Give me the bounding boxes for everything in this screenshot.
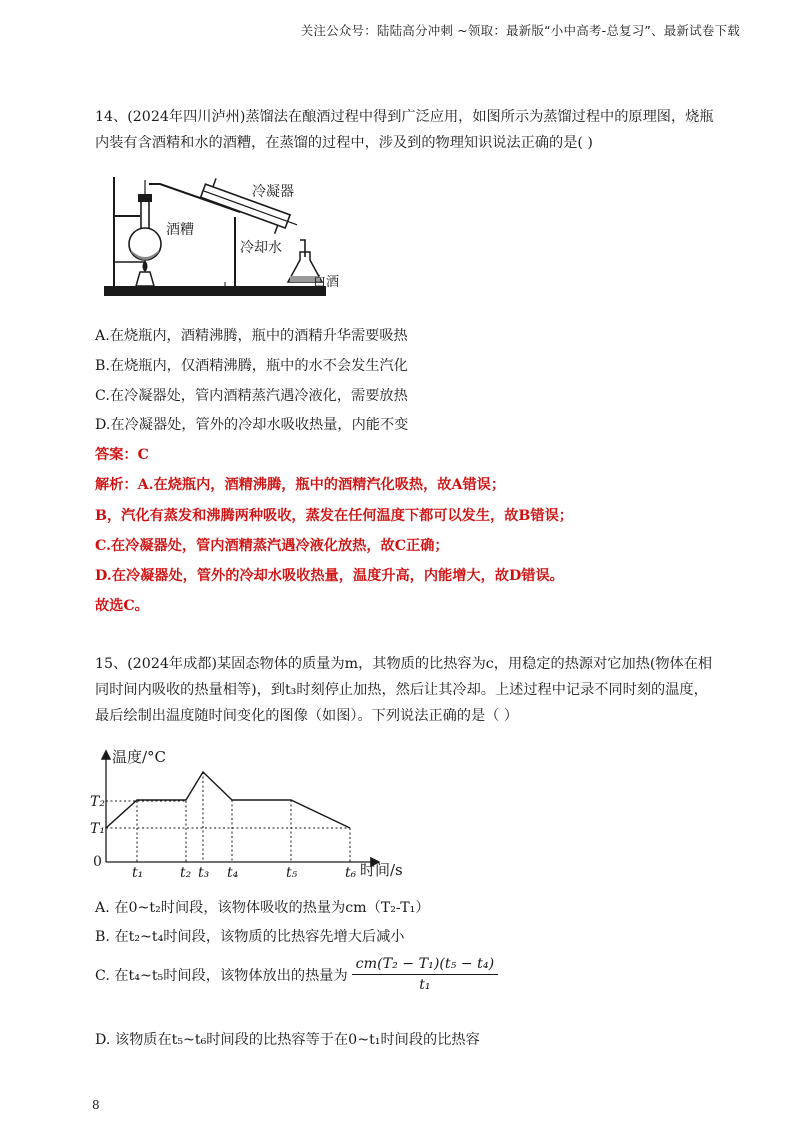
- page-header: 关注公众号：陆陆高分冲刺 ~领取：最新版“小中高考-总复习”、最新试卷下载: [300, 23, 740, 38]
- x-tick-t1: t₁: [132, 865, 144, 881]
- y-tick-t2: T₂: [90, 794, 105, 810]
- q14-analysis-line-3: C.在冷凝器处，管内酒精蒸汽遇冷液化放热，故C正确；: [95, 538, 449, 554]
- q14-option-a: A.在烧瓶内，酒精沸腾，瓶中的酒精升华需要吸热: [95, 328, 408, 344]
- question-14-stem: 14、(2024年四川泸州)蒸馏法在酿酒过程中得到广泛应用，如图所示为蒸馏过程中的原理图，烧瓶内装有含酒精和水的酒糟，在蒸馏的过程中，涉及到的物理知识说法正确的是( ): [95, 109, 714, 151]
- x-tick-t3: t₃: [198, 865, 210, 881]
- x-tick-t2: t₂: [180, 865, 192, 881]
- temperature-curve: [106, 772, 350, 828]
- q14-analysis-line-2: B，汽化有蒸发和沸腾两种吸收，蒸发在任何温度下都可以发生，故B错误；: [95, 508, 573, 524]
- q15-option-d: D. 该物质在t₅~t₆时间段的比热容等于在0~t₁时间段的比热容: [95, 1032, 480, 1048]
- q14-analysis-line-1: 解析：A.在烧瓶内，酒精沸腾，瓶中的酒精汽化吸热，故A错误；: [95, 477, 506, 493]
- temperature-time-graph: [88, 740, 428, 882]
- q14-option-d: D.在冷凝器处，管外的冷却水吸收热量，内能不变: [95, 417, 409, 433]
- label-cooling-water: 冷却水: [240, 240, 282, 256]
- q14-analysis-line-4: D.在冷凝器处，管外的冷却水吸收热量，温度升高，内能增大，故D错误。: [95, 568, 564, 584]
- x-tick-t6: t₆: [345, 865, 357, 881]
- q15-option-c-fraction: [352, 956, 498, 993]
- q15-option-a: A. 在0~t₂时间段，该物体吸收的热量为cm（T₂-T₁）: [95, 900, 430, 916]
- x-tick-t4: t₄: [227, 865, 239, 881]
- q15-option-c-text: C. 在t₄~t₅时间段，该物体放出的热量为: [95, 967, 348, 984]
- origin-label: 0: [93, 854, 102, 870]
- question-15-stem: 15、(2024年成都)某固态物体的质量为m，其物质的比热容为c，用稳定的热源对它加热(物体在相同时间内吸收的热量相等)，到t₃时刻停止加热，然后让其冷却。上述过程中记录不同时刻的温度，最后绘制出温度随时间变化的图像（如图）。下列说法正确的是（ ）: [95, 656, 713, 724]
- page-number: 8: [92, 1098, 100, 1112]
- q14-analysis-line-5: 故选C。: [95, 598, 149, 614]
- label-condenser: 冷凝器: [252, 184, 294, 200]
- label-liquor: 白酒: [313, 275, 340, 290]
- distillation-apparatus-figure: [100, 172, 340, 302]
- y-axis-label: 温度/°C: [112, 748, 167, 766]
- y-tick-t1: T₁: [90, 821, 105, 837]
- apparatus-base: [104, 286, 326, 296]
- q15-option-b: B. 在t₂~t₄时间段，该物质的比热容先增大后减小: [95, 929, 405, 945]
- label-mash: 酒糟: [166, 222, 194, 238]
- x-axis-label: 时间/s: [360, 861, 403, 879]
- q14-answer: 答案：C: [95, 447, 149, 463]
- x-tick-t5: t₅: [286, 865, 298, 881]
- q15-option-c: [95, 956, 498, 993]
- fraction-numerator: cm(T₂ − T₁)(t₅ − t₄): [352, 956, 498, 975]
- flask: [129, 228, 161, 260]
- fraction-denominator: t₁: [419, 977, 431, 993]
- q14-option-b: B.在烧瓶内，仅酒精沸腾，瓶中的水不会发生汽化: [95, 358, 408, 374]
- q14-option-c: C.在冷凝器处，管内酒精蒸汽遇冷液化，需要放热: [95, 388, 408, 404]
